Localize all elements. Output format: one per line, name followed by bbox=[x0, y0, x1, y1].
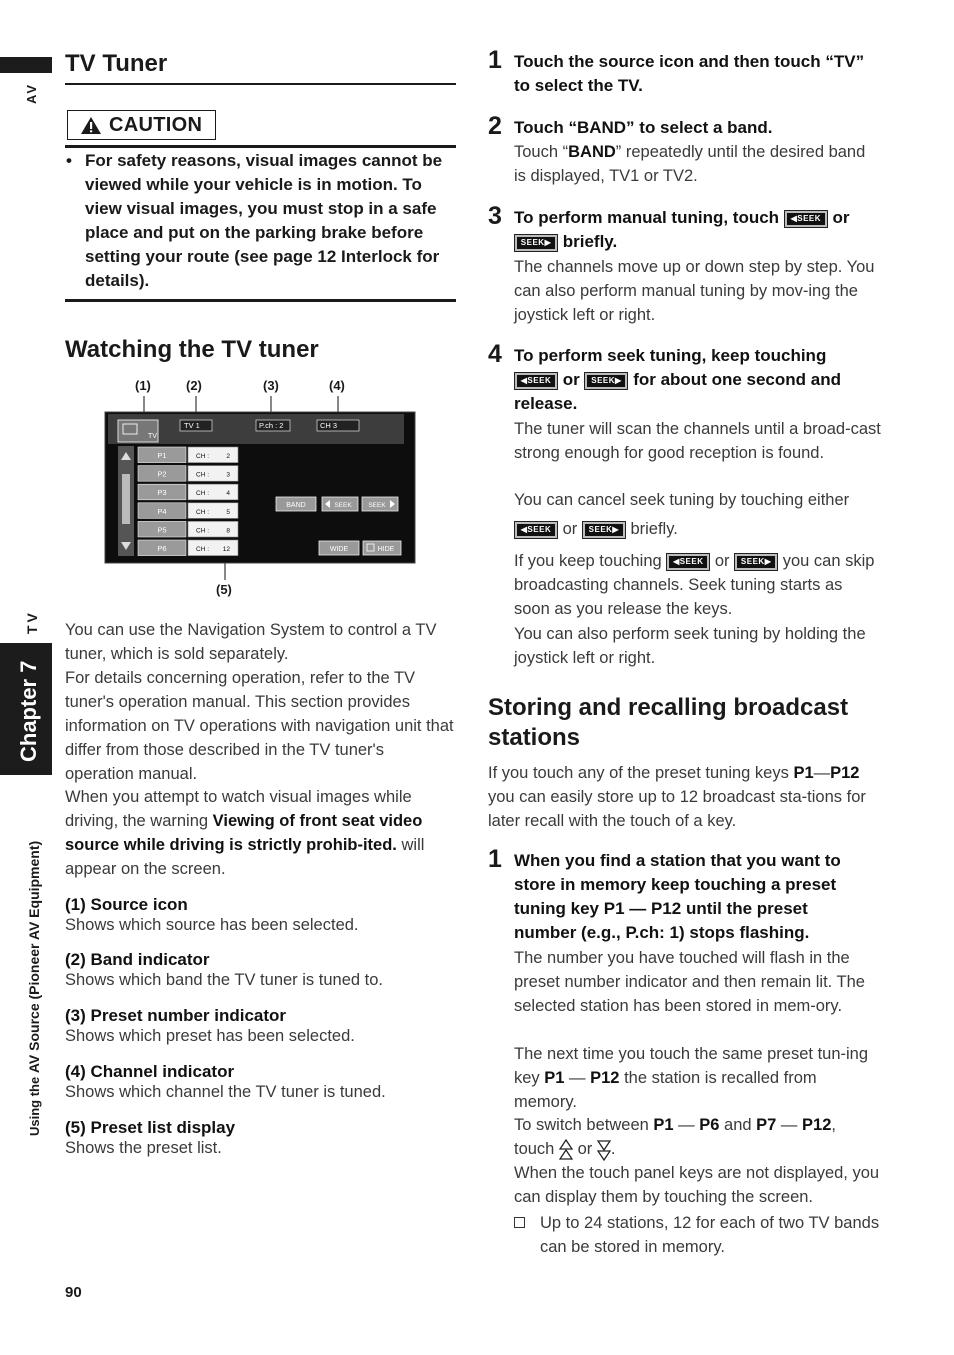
band-key-label: BAND bbox=[568, 143, 616, 161]
warning-message: Viewing of front seat video source while driving is strictly prohib-ited. bbox=[65, 812, 423, 854]
step-4-briefly: briefly. bbox=[630, 520, 678, 538]
legend-item-desc: Shows which preset has been selected. bbox=[65, 1027, 355, 1045]
legend-item-1 bbox=[65, 894, 457, 936]
figure-preset-channel: 5 bbox=[226, 508, 230, 516]
side-label-tv: TV bbox=[24, 610, 40, 634]
list-up-icon bbox=[559, 1139, 573, 1161]
seek-left-icon: ◀SEEK bbox=[514, 521, 558, 539]
storing-heading: Storing and recalling broadcast stations bbox=[488, 694, 849, 751]
step-2-body bbox=[514, 140, 879, 188]
step-number: 1 bbox=[488, 845, 502, 873]
note-bullet-icon bbox=[514, 1217, 525, 1228]
legend-item-5 bbox=[65, 1117, 457, 1159]
callout-4: (4) bbox=[329, 378, 345, 393]
legend-item-desc: Shows which source has been selected. bbox=[65, 916, 359, 934]
figure-preset-ch: CH : bbox=[196, 508, 209, 516]
step-4-body-2b bbox=[514, 517, 882, 541]
figure-preset-key: P6 bbox=[157, 544, 167, 553]
legend-item-desc: Shows which channel the TV tuner is tuned. bbox=[65, 1083, 386, 1101]
watching-heading: Watching the TV tuner bbox=[65, 336, 319, 363]
figure-preset-row bbox=[138, 447, 238, 463]
figure-band-button: BAND bbox=[286, 502, 306, 509]
figure-preset-ch: CH : bbox=[196, 490, 209, 498]
figure-preset-channel: 2 bbox=[226, 453, 230, 460]
key-p1: P1 bbox=[653, 1116, 674, 1134]
seek-right-icon: SEEK▶ bbox=[734, 553, 778, 571]
step-4-heading bbox=[514, 344, 884, 416]
storing-body-3 bbox=[514, 1113, 882, 1161]
step-4-body-2: You can cancel seek tuning by touching either bbox=[514, 491, 850, 509]
figure-preset-row bbox=[138, 540, 238, 556]
side-section-title bbox=[26, 841, 42, 1136]
note-text: Up to 24 stations, 12 for each of two TV bands can be stored in memory. bbox=[540, 1214, 880, 1256]
figure-seek-left-button: SEEK bbox=[334, 502, 352, 509]
storing-body-2 bbox=[514, 1042, 882, 1114]
figure-preset-ch: CH : bbox=[196, 471, 209, 479]
seek-left-icon: ◀SEEK bbox=[666, 553, 710, 571]
figure-preset-channel: 3 bbox=[226, 471, 230, 479]
figure-preset-ch: CH : bbox=[196, 527, 209, 535]
side-section-prefix: Using the bbox=[27, 1073, 42, 1136]
step-4-body3-or: or bbox=[714, 552, 730, 570]
bullet-dot: • bbox=[66, 151, 72, 170]
para3-post: will appear on the screen. bbox=[65, 836, 425, 878]
seek-left-icon: ◀SEEK bbox=[784, 210, 828, 228]
legend-item-title: (1) Source icon bbox=[65, 895, 188, 914]
figure-preset-key: P5 bbox=[157, 525, 167, 535]
figure-preset-ch: CH : bbox=[196, 453, 209, 460]
callout-5: (5) bbox=[216, 582, 232, 597]
legend-item-desc: Shows the preset list. bbox=[65, 1139, 222, 1157]
callout-1: (1) bbox=[135, 378, 151, 393]
seek-right-icon: SEEK▶ bbox=[582, 521, 626, 539]
step-3-head-a: To perform manual tuning, touch bbox=[514, 208, 780, 227]
step-4-body-1: The tuner will scan the channels until a broad-cast strong enough for good reception is found. bbox=[514, 420, 881, 462]
step-3-head-or: or bbox=[832, 208, 850, 227]
figure-preset-row bbox=[138, 466, 238, 482]
storing-body-4: When the touch panel keys are not displayed, you can display them by touching the screen. bbox=[514, 1164, 880, 1206]
seek-left-icon: ◀SEEK bbox=[514, 372, 558, 390]
figure-source-text: TV bbox=[148, 433, 157, 440]
side-section-name: AV Source (Pioneer AV Equipment) bbox=[26, 840, 42, 1074]
body2-b: the station is recalled from memory. bbox=[514, 1069, 817, 1111]
legend-item-title: (4) Channel indicator bbox=[65, 1062, 235, 1081]
figure-preset-indicator: P.ch : 2 bbox=[259, 421, 284, 430]
step-4-body3-a: If you keep touching bbox=[514, 552, 662, 570]
step-4-head-or: or bbox=[562, 370, 580, 389]
step-number: 1 bbox=[488, 46, 502, 74]
storing-note bbox=[514, 1211, 882, 1259]
figure-channel-indicator: CH 3 bbox=[320, 421, 338, 430]
key-p1: P1 bbox=[793, 764, 814, 782]
figure-preset-channel: 4 bbox=[226, 490, 230, 498]
tv-tuner-heading: TV Tuner bbox=[65, 50, 168, 77]
caution-bottom-rule bbox=[65, 299, 456, 302]
body3-touch: touch bbox=[514, 1140, 555, 1158]
body2-dash: — bbox=[564, 1069, 591, 1087]
key-p12: P12 bbox=[590, 1069, 620, 1087]
figure-preset-row bbox=[138, 521, 238, 537]
side-tab-bar bbox=[0, 57, 52, 73]
seek-right-icon: SEEK▶ bbox=[584, 372, 628, 390]
legend-item-2 bbox=[65, 949, 457, 991]
step-3-body: The channels move up or down step by step. You can also perform manual tuning by mov-ing the joystick left or right. bbox=[514, 258, 875, 324]
figure-seek-right-button: SEEK bbox=[368, 502, 386, 509]
intro-b: you can easily store up to 12 broadcast sta-tions for later recall with the touch of a key. bbox=[488, 788, 866, 830]
storing-body-1: The number you have touched will flash in the preset number indicator and then remain lit. The selected station has been stored in mem-ory. bbox=[514, 949, 865, 1015]
body3-a: To switch between bbox=[514, 1116, 654, 1134]
body3-dash: — bbox=[776, 1116, 803, 1134]
intro-paragraph-3 bbox=[65, 785, 457, 881]
body3-comma: , bbox=[831, 1116, 836, 1134]
step-number: 4 bbox=[488, 340, 502, 368]
warning-icon bbox=[80, 116, 102, 135]
intro-paragraph-2: For details concerning operation, refer to the TV tuner's operation manual. This section provides information on TV operations with navigation unit that differ from those described in the TV tuner's operation manual. bbox=[65, 669, 454, 783]
storing-step-heading: When you find a station that you want to store in memory keep touching a preset tuning key P1 — P12 until the preset number (e.g., P.ch: 1) stops flashing. bbox=[514, 851, 841, 942]
step-4-body-4: You can also perform seek tuning by holding the joystick left or right. bbox=[514, 625, 866, 667]
step-2-heading: Touch “BAND” to select a band. bbox=[514, 118, 773, 137]
key-p7: P7 bbox=[756, 1116, 777, 1134]
figure-wide-button: WIDE bbox=[329, 546, 349, 553]
figure-preset-ch: CH : bbox=[196, 546, 209, 553]
step-4-or: or bbox=[562, 520, 578, 538]
key-p12: P12 bbox=[802, 1116, 832, 1134]
legend-item-4 bbox=[65, 1061, 457, 1103]
page-number: 90 bbox=[65, 1284, 82, 1301]
figure-preset-key: P2 bbox=[157, 469, 167, 479]
legend-item-title: (3) Preset number indicator bbox=[65, 1006, 287, 1025]
body3-or: or bbox=[577, 1140, 593, 1158]
callout-2: (2) bbox=[186, 378, 202, 393]
step-2-pre: Touch “ bbox=[514, 143, 569, 161]
caution-top-rule bbox=[65, 145, 456, 148]
step-4-head-c: for about one second and release. bbox=[514, 370, 841, 413]
para3-pre: When you attempt to watch visual images while driving, the warning bbox=[65, 788, 412, 830]
step-3-head-c: briefly. bbox=[562, 232, 618, 251]
key-p1: P1 bbox=[544, 1069, 565, 1087]
key-p6: P6 bbox=[699, 1116, 720, 1134]
legend-item-desc: Shows which band the TV tuner is tuned to. bbox=[65, 971, 383, 989]
figure-preset-channel: 12 bbox=[222, 546, 230, 553]
figure-preset-channel: 8 bbox=[226, 527, 230, 535]
figure-preset-key: P1 bbox=[157, 451, 167, 460]
figure-hide-button: HIDE bbox=[377, 546, 395, 553]
step-2-post: ” repeatedly until the desired band is displayed, TV1 or TV2. bbox=[514, 143, 866, 185]
heading-rule bbox=[65, 83, 456, 85]
step-4-body3-c: you can skip broadcasting channels. Seek tuning starts as soon as you release the keys. bbox=[514, 552, 875, 618]
callout-3: (3) bbox=[263, 378, 279, 393]
figure-preset-row bbox=[138, 503, 238, 519]
figure-preset-key: P4 bbox=[157, 506, 167, 516]
side-label-av: AV bbox=[24, 82, 39, 104]
figure-band-indicator: TV 1 bbox=[184, 421, 200, 430]
chapter-label: Chapter 7 bbox=[16, 660, 41, 762]
body3-dash: — bbox=[673, 1116, 700, 1134]
list-down-icon bbox=[597, 1139, 611, 1161]
body3-and: and bbox=[719, 1116, 757, 1134]
intro-a: If you touch any of the preset tuning keys bbox=[488, 764, 794, 782]
step-3-heading bbox=[514, 206, 884, 254]
legend-item-3 bbox=[65, 1005, 457, 1047]
tv-screen-figure bbox=[104, 394, 416, 584]
caution-label-box bbox=[67, 110, 216, 140]
step-4-head-a: To perform seek tuning, keep touching bbox=[514, 346, 827, 365]
step-1-heading: Touch the source icon and then touch “TV” to select the TV. bbox=[514, 52, 865, 95]
step-4-body-3 bbox=[514, 549, 882, 621]
body2-a: The next time you touch the same preset tun-ing key bbox=[514, 1045, 869, 1087]
intro-dash: — bbox=[813, 764, 831, 782]
body3-end: . bbox=[610, 1140, 616, 1158]
figure-preset-row bbox=[138, 484, 238, 500]
step-number: 3 bbox=[488, 202, 502, 230]
caution-label: CAUTION bbox=[109, 113, 203, 136]
legend-item-title: (5) Preset list display bbox=[65, 1118, 236, 1137]
seek-right-icon: SEEK▶ bbox=[514, 234, 558, 252]
intro-paragraph-1: You can use the Navigation System to control a TV tuner, which is sold separately. bbox=[65, 621, 437, 663]
figure-preset-key: P3 bbox=[157, 488, 167, 498]
legend-item-title: (2) Band indicator bbox=[65, 950, 210, 969]
storing-intro bbox=[488, 761, 873, 833]
key-p12: P12 bbox=[830, 764, 860, 782]
step-number: 2 bbox=[488, 112, 502, 140]
caution-text: For safety reasons, visual images cannot be viewed while your vehicle is in motion. To view visual images, you must stop in a safe place and put on the parking brake before setting your route (see page 12 Interlock for details). bbox=[85, 151, 443, 290]
